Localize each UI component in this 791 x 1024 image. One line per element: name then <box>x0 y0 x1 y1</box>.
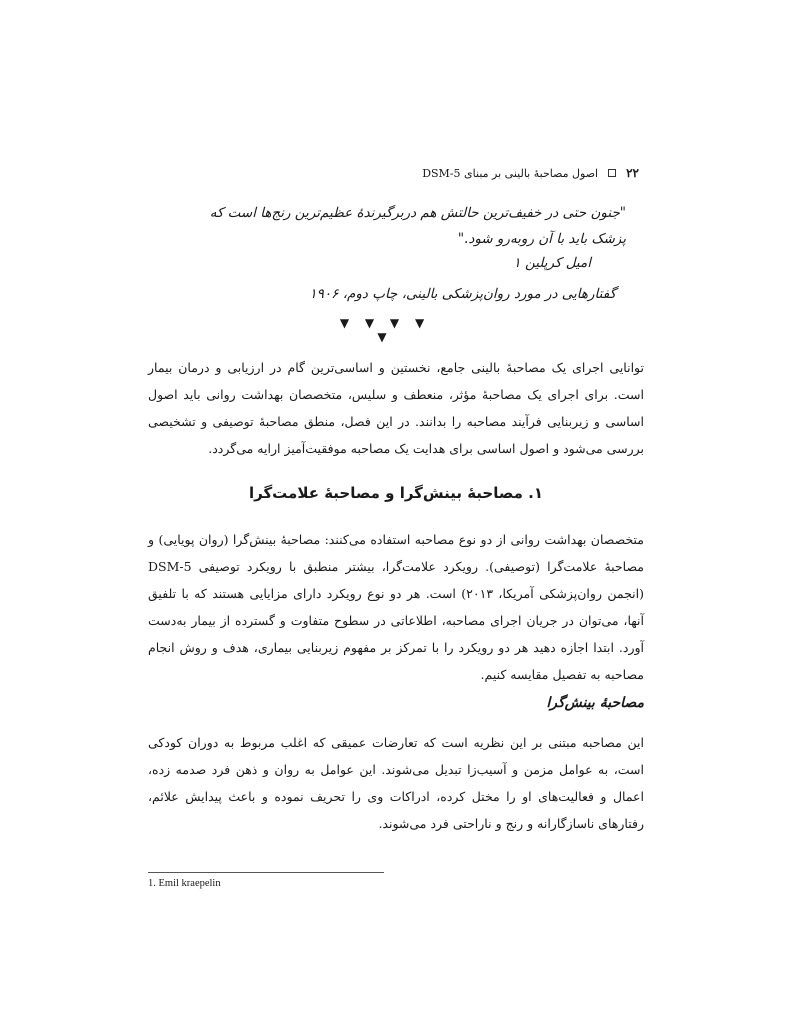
subsection-heading: مصاحبهٔ بینش‌گرا <box>546 695 644 711</box>
epigraph-quote: "جنون حتی در خفیف‌ترین حالتش هم دربرگیرندهٔ عظیم‌ترین رنج‌ها است که پزشک باید با آن روبه‌رو شود." <box>209 205 626 247</box>
section-paragraph: متخصصان بهداشت روانی از دو نوع مصاحبه استفاده می‌کنند: مصاحبهٔ بینش‌گرا (روان پویایی) و مصاحبهٔ علامت‌گرا (توصیفی). رویکرد علامت‌گرا، بیشتر منطبق با رویکرد توصیفی DSM-5 (انجمن روان‌پزشکی آمریکا، ۲۰۱۳) است. هر دو نوع رویکرد دارای مزایایی هستند که با تلفیق آنها، می‌توان در جریان اجرای مصاحبه، اطلاعاتی در سطوح متفاوت و گسترده از بیمار به‌دست آورد. ابتدا اجازه دهید هر دو رویکرد را با تمرکز بر مفهوم زیربنایی بیماری، هدف و روش انجام مصاحبه به تفصیل مقایسه کنیم. <box>148 532 644 682</box>
square-bullet-icon <box>608 169 616 177</box>
footnote: 1. Emil kraepelin <box>148 878 221 889</box>
page-number: ۲۲ <box>626 166 639 180</box>
section-heading: ۱. مصاحبهٔ بینش‌گرا و مصاحبهٔ علامت‌گرا <box>248 484 544 502</box>
subsection-paragraph: این مصاحبه مبتنی بر این نظریه است که تعارضات عمیقی که اغلب مربوط به دوران کودکی است، به عوامل مزمن و آسیب‌زا تبدیل می‌شوند. این عوامل به روان و ذهن فرد صدمه زده، اعمال و فعالیت‌های او را مختل کرده، ادراکات وی را تحریف نموده و باعث پیدایش علائم، رفتارهای ناسازگارانه و رنج و ناراحتی فرد می‌شوند. <box>148 735 644 831</box>
epigraph-source: گفتارهایی در مورد روان‌پزشکی بالینی، چاپ دوم، ۱۹۰۶ <box>309 286 616 302</box>
running-header-title: اصول مصاحبهٔ بالینی بر مبنای DSM-5 <box>422 166 599 180</box>
ornament-triangles-icon: ▼ ▼ ▼ ▼ ▼ <box>339 316 431 344</box>
epigraph-author: امیل کرپلین ۱ <box>513 255 591 271</box>
running-header <box>152 163 639 183</box>
intro-paragraph: توانایی اجرای یک مصاحبهٔ بالینی جامع، نخستین و اساسی‌ترین گام در ارزیابی و درمان بیمار است. برای اجرای یک مصاحبهٔ مؤثر، منعطف و سلیس، متخصصان بهداشت روانی باید اصول اساسی و زیربنایی فرآیند مصاحبه را بدانند. در این فصل، منطق مصاحبهٔ توصیفی و تشخیصی بررسی می‌شود و اصول اساسی برای هدایت یک مصاحبه موفقیت‌آمیز ارایه می‌گردد. <box>148 360 644 456</box>
footnote-divider <box>148 872 384 873</box>
